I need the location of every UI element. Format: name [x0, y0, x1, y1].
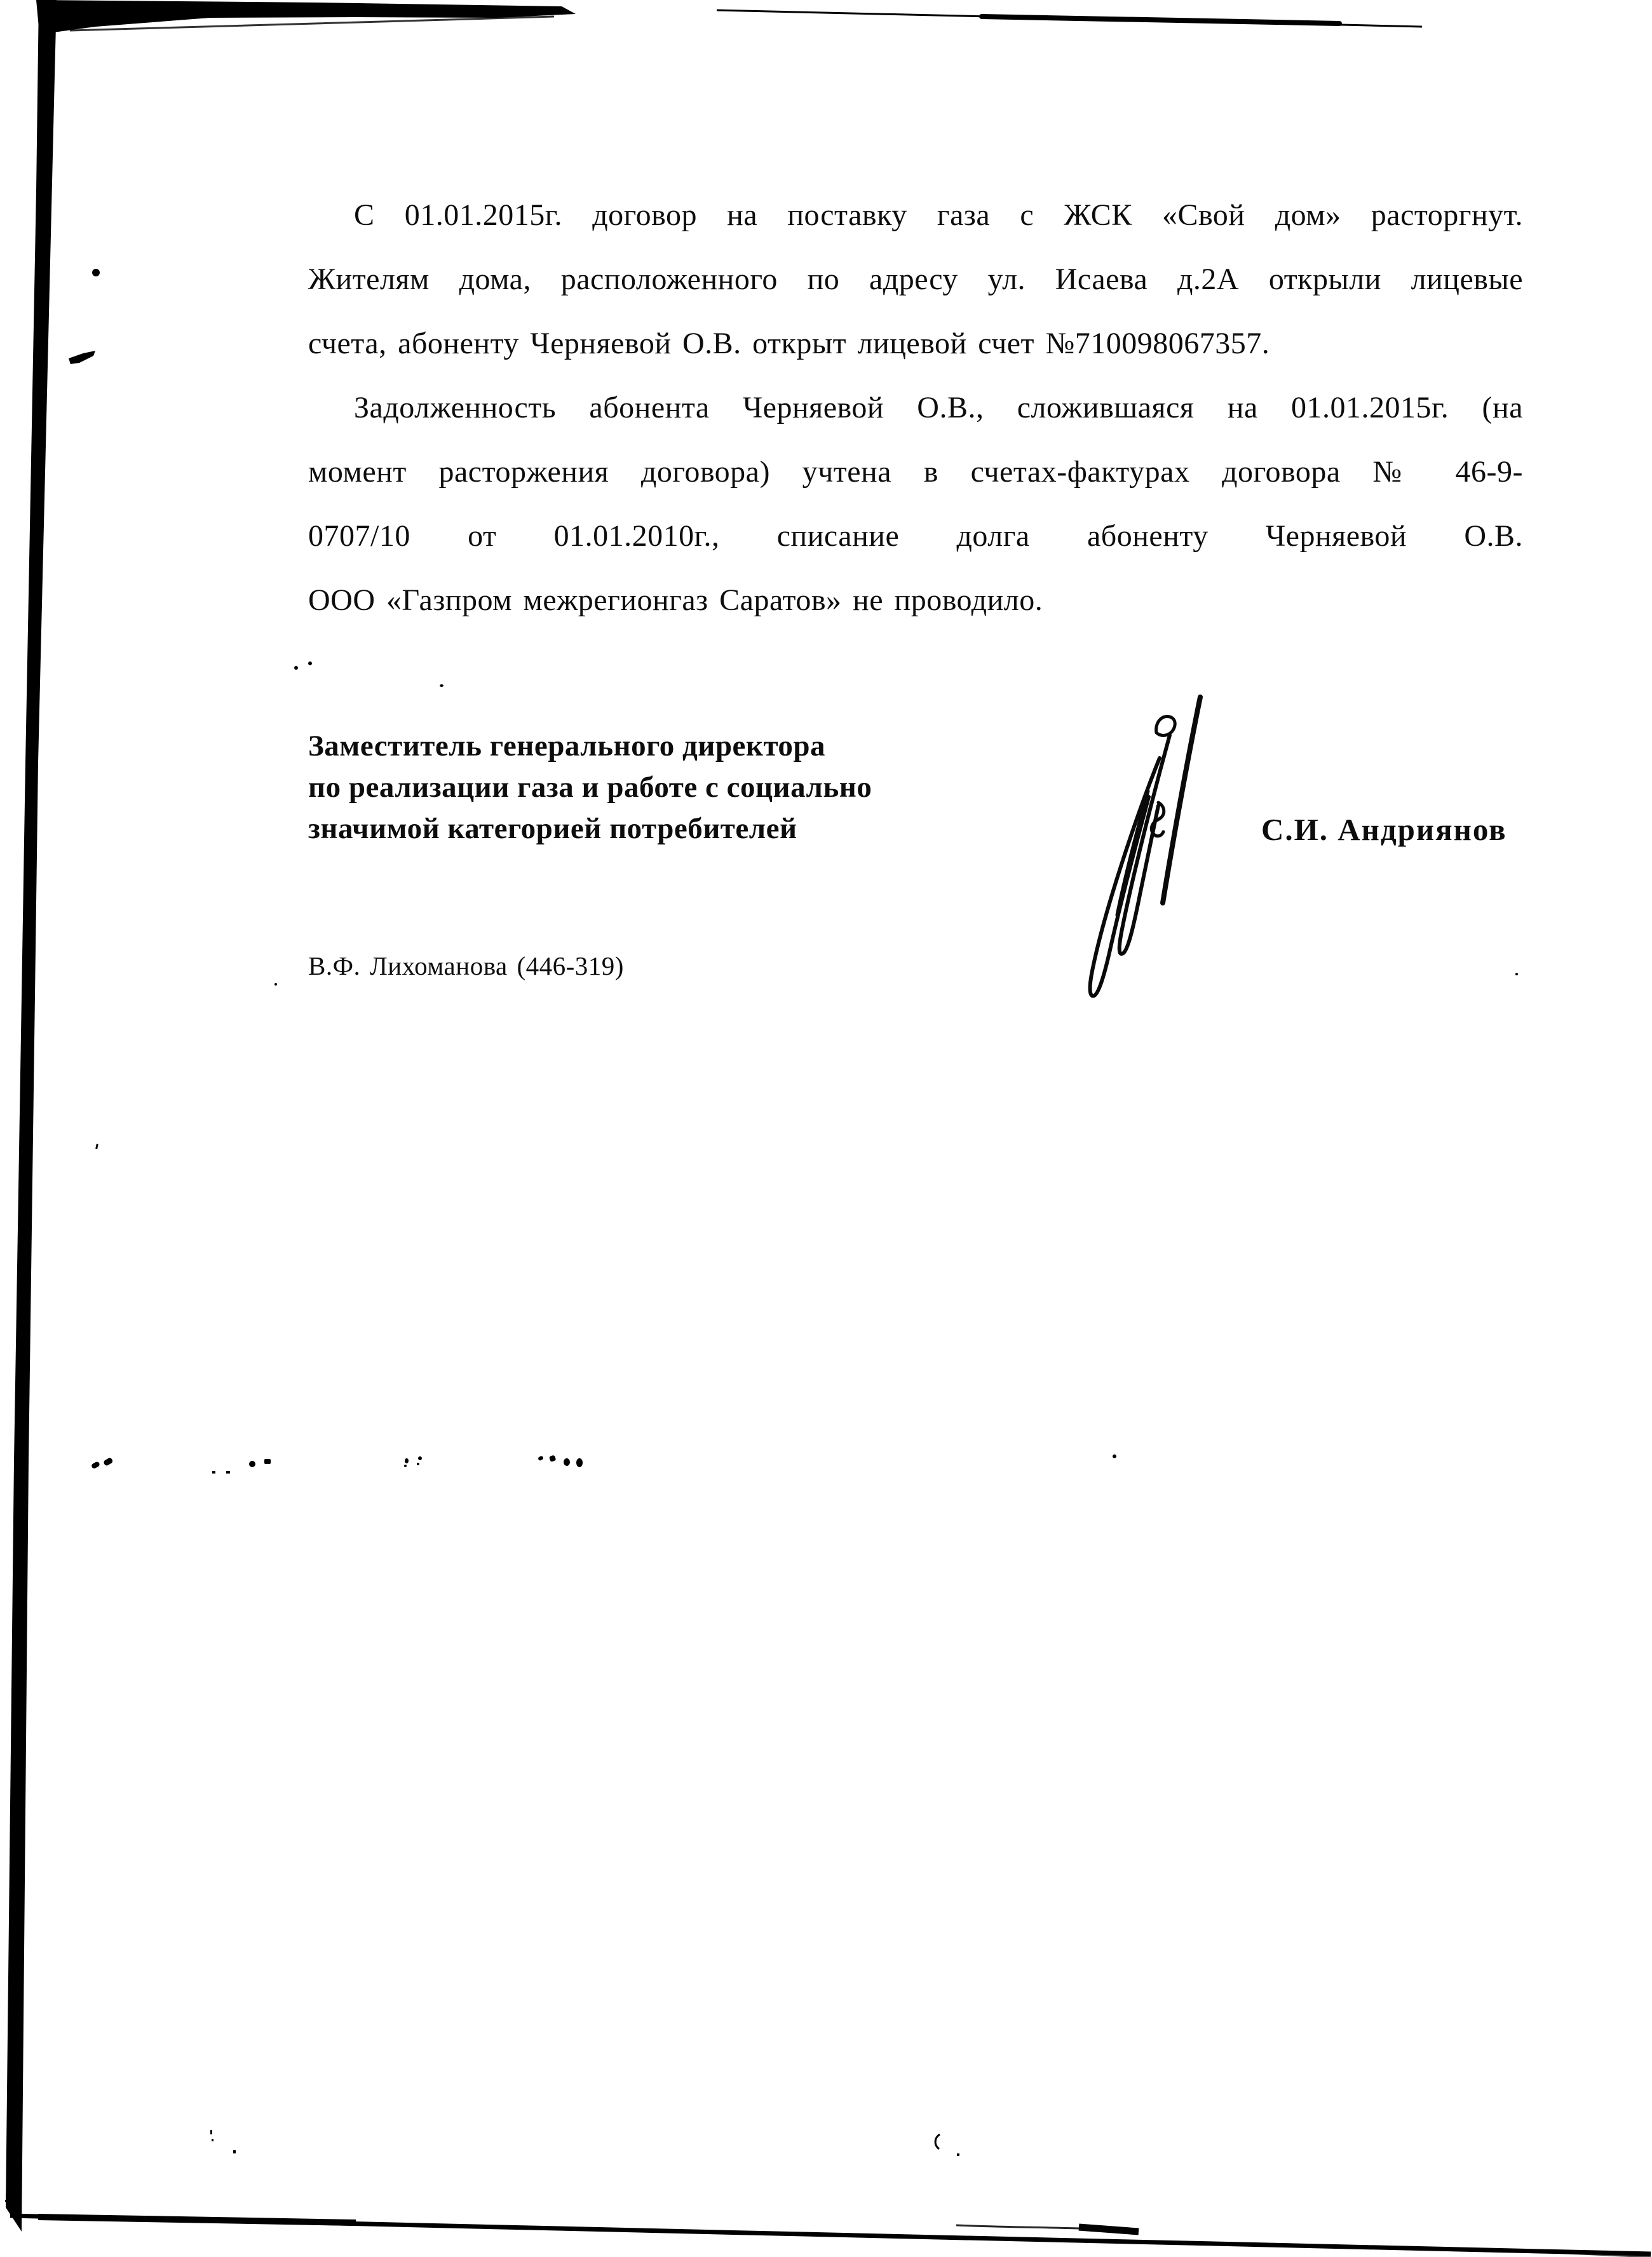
scan-speck: [274, 983, 277, 986]
scan-edge-bar: [6, 0, 57, 2232]
scan-bottom-scratch-blob: [1079, 2227, 1139, 2232]
body-line: счета, абоненту Черняевой О.В. открыт лицевой счет №710098067357.: [308, 327, 1270, 360]
scan-speck: [294, 666, 298, 670]
signature-stroke: [1120, 735, 1170, 954]
scan-speck: [226, 1471, 230, 1474]
body-line: С 01.01.2015г. договор на поставку газа с ЖСК «Свой дом» расторгнут.: [354, 198, 1523, 232]
scan-speck: [404, 1465, 407, 1467]
scan-speck: [210, 2130, 212, 2134]
signature-stroke: [1163, 697, 1200, 903]
handwritten-signature: [1090, 697, 1200, 996]
document-body: [308, 183, 1523, 632]
scan-top-wedge: [36, 0, 576, 34]
scan-speck: [957, 2153, 959, 2156]
scan-top-line-thick: [982, 17, 1339, 24]
scan-speck: [576, 1458, 583, 1467]
scan-speck: [103, 1457, 114, 1467]
scan-speck: [212, 2139, 213, 2141]
scan-speck: [212, 1471, 215, 1474]
signature-stroke: [1117, 791, 1148, 915]
signer-title-block: [308, 726, 1071, 850]
scan-speck: [417, 1463, 419, 1465]
signature-stroke: [1156, 716, 1175, 735]
scan-speck: [935, 2134, 940, 2149]
scan-bottom-line: [10, 2216, 1651, 2254]
scan-speck: [308, 661, 312, 665]
scan-bottom-scratch: [956, 2225, 1080, 2228]
body-line: Задолженность абонента Черняевой О.В., сложившаяся на 01.01.2015г. (на: [354, 391, 1523, 424]
scan-speck: [538, 1456, 544, 1461]
scan-speck: [91, 1461, 100, 1469]
signer-title-line: Заместитель генерального директора: [308, 729, 826, 762]
body-line: момент расторжения договора) учтена в счетах-фактурах договора № 46-9-: [308, 455, 1523, 489]
scan-top-wedge-scratch: [70, 17, 554, 30]
signature-stroke: [1151, 803, 1163, 836]
signer-name: С.И. Андриянов: [1261, 812, 1507, 847]
signer-title-line: по реализации газа и работе с социально: [308, 771, 872, 804]
scan-margin-dash: [69, 351, 95, 364]
scan-speck: [1113, 1454, 1116, 1458]
executor-contact: В.Ф. Лихоманова (446-319): [308, 951, 624, 980]
scan-speck: [233, 2150, 236, 2153]
body-line: ООО «Газпром межрегионгаз Саратов» не проводило.: [308, 583, 1043, 617]
signer-title-line: значимой категорией потребителей: [308, 812, 797, 845]
scan-speck: [440, 684, 443, 687]
scan-speck: [1515, 973, 1518, 975]
scan-top-line: [717, 10, 1422, 27]
scan-speck: [92, 269, 100, 276]
scan-speck: [564, 1458, 570, 1466]
scan-bottom-line-tail: [1455, 2248, 1651, 2257]
scan-speck: [405, 1458, 409, 1463]
scan-speck: [264, 1459, 271, 1464]
body-line: Жителям дома, расположенного по адресу ул. Исаева д.2А открыли лицевые: [308, 262, 1523, 296]
body-line: 0707/10 от 01.01.2010г., списание долга абоненту Черняевой О.В.: [308, 519, 1523, 553]
scan-speck: [418, 1456, 422, 1460]
scan-bottom-line-thick: [38, 2217, 356, 2223]
scan-speck: [549, 1455, 557, 1463]
scan-speck: [6, 2194, 14, 2197]
scan-speck: [249, 1461, 255, 1467]
scan-speck: [95, 1144, 98, 1149]
signature-stroke: [1090, 758, 1160, 996]
scan-speck: [5, 2200, 12, 2202]
